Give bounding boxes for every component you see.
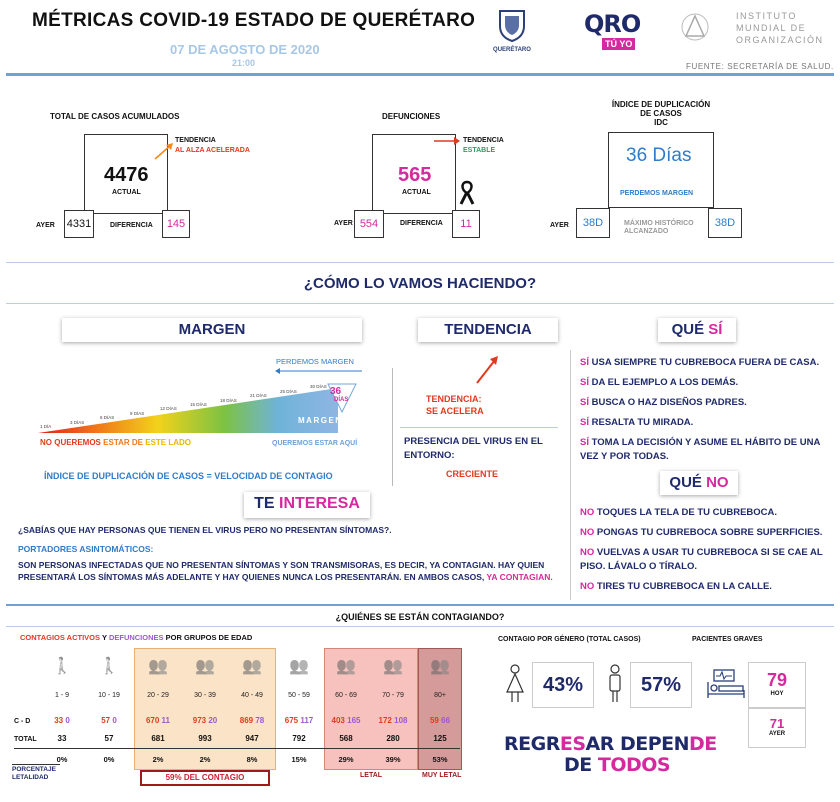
institute-line-1: INSTITUTO: [736, 11, 797, 21]
deaths-diff: 11: [452, 210, 480, 238]
logo1-text: QUERÉTARO: [493, 47, 531, 53]
rule-text: RESALTA TU MIRADA.: [591, 417, 694, 428]
header-divider: [6, 73, 834, 76]
age-cases: 973: [192, 716, 207, 725]
slogan-1c: AR DEPEN: [585, 733, 690, 755]
not-here-3: ESTE LADO: [145, 438, 192, 447]
idc-definition: ÍNDICE DE DUPLICACIÓN DE CASOS = VELOCIDAD DE CONTAGIO: [44, 471, 333, 481]
deaths-trend-value: ESTABLE: [463, 147, 496, 154]
institute-line-2: MUNDIAL DE: [736, 23, 807, 33]
gender-title: CONTAGIO POR GÉNERO (TOTAL CASOS): [498, 636, 641, 643]
slogan: [504, 734, 717, 776]
source-note: FUENTE: SECRETARÍA DE SALUD.: [686, 62, 834, 71]
idc-max-label: [624, 220, 694, 236]
person-icon: 👥: [242, 658, 262, 675]
deaths-diff-label: DIFERENCIA: [400, 220, 443, 227]
rule-item: [580, 506, 828, 520]
rule-keyword: SÍ: [580, 437, 592, 448]
divider-1: [6, 262, 834, 263]
person-icon: 👥: [148, 658, 168, 675]
age-deaths: 165: [344, 716, 361, 725]
institute-name: [736, 10, 824, 46]
grave-today-box: [748, 662, 806, 708]
cases-diff: 145: [162, 210, 190, 238]
deaths-value-label: ACTUAL: [402, 189, 431, 196]
contagio-box: 59% DEL CONTAGIO: [140, 770, 270, 786]
margen-header: MARGEN: [62, 318, 362, 342]
rule-text: USA SIEMPRE TU CUBREBOCA FUERA DE CASA.: [591, 357, 820, 368]
scale-label: 1 DÍA: [40, 424, 52, 429]
age-label: 20 - 29: [147, 692, 169, 699]
idc-status: PERDEMOS MARGEN: [620, 190, 694, 197]
interesa-a: TE: [254, 495, 275, 512]
letal-label: LETAL: [360, 772, 383, 779]
divider-2: [6, 303, 834, 304]
age-lethality: 2%: [199, 755, 211, 764]
age-cases-deaths: [230, 716, 274, 725]
age-cases-deaths: [183, 716, 227, 725]
que-si-b: SÍ: [708, 321, 723, 338]
scale-label: 21 DÍAS: [250, 393, 267, 399]
days-unit: DÍAS: [334, 397, 349, 403]
age-cases-deaths: [87, 716, 131, 725]
cases-value-label: ACTUAL: [112, 189, 141, 196]
slogan-2b: TODOS: [597, 754, 671, 776]
left-arrow-icon: [274, 367, 364, 375]
scale-label: 3 DÍAS: [70, 419, 85, 425]
age-lethality: 15%: [291, 755, 307, 764]
trend-stable-arrow-icon: [432, 136, 462, 146]
age-cases-deaths: [324, 716, 368, 725]
presence-text: [404, 435, 543, 463]
female-icon: [504, 664, 526, 704]
age-lethality: 39%: [385, 755, 401, 764]
rule-text: TIRES TU CUBREBOCA EN LA CALLE.: [596, 581, 772, 592]
pct-label-2: LETALIDAD: [12, 774, 49, 781]
que-si-header: [658, 318, 736, 342]
age-deaths: 0: [63, 716, 70, 725]
deaths-yesterday: 554: [354, 210, 384, 238]
age-total: 280: [386, 734, 400, 743]
age-label: 40 - 49: [241, 692, 263, 699]
grave-today-label: HOY: [770, 691, 784, 697]
age-deaths: 117: [298, 716, 314, 725]
scale-label: 15 DÍAS: [190, 402, 207, 407]
person-icon: 👥: [430, 658, 450, 675]
perdemos-label: PERDEMOS MARGEN: [276, 357, 354, 366]
age-label: 80+: [434, 692, 446, 699]
age-cases: 57: [101, 716, 111, 725]
divider-4: [6, 626, 834, 627]
cases-value: 4476: [104, 164, 149, 186]
cases-yesterday-label: AYER: [36, 222, 55, 229]
interest-body-text: SON PERSONAS INFECTADAS QUE NO PRESENTAN SÍNTOMAS Y SON TRANSMISORAS, ES DECIR, YA CONTAGIAN. HAY QUIEN PRESENTARÁ LOS SÍNTOMAS MÁS ADELANTE Y HAY QUIENES NUNCA LOS PRESENTARÁN. EN AMBOS CASOS,: [18, 560, 545, 582]
idc-yesterday: 38D: [576, 208, 610, 238]
rule-keyword: NO: [580, 527, 597, 538]
trend-accelerate-arrow-icon: [472, 352, 502, 386]
who-sub-b: DEFUNCIONES: [108, 633, 164, 642]
rule-item: [580, 396, 828, 410]
person-icon: 🚶: [52, 658, 72, 675]
rule-item: [580, 356, 828, 370]
institute-line-3: ORGANIZACIÓN: [736, 35, 824, 45]
age-label: 30 - 39: [194, 692, 216, 699]
margen-word: MARGEN: [298, 416, 343, 425]
female-pct: 43%: [532, 662, 594, 708]
tendencia-line-1: TENDENCIA:: [426, 394, 482, 404]
idc-max-label-1: MÁXIMO HISTÓRICO: [624, 220, 694, 227]
rule-text: TOQUES LA TELA DE TU CUBREBOCA.: [596, 507, 778, 518]
age-cases: 403: [331, 716, 345, 725]
not-here-2: ESTAR DE: [103, 438, 143, 447]
no-list: [580, 506, 828, 600]
rule-keyword: NO: [580, 507, 597, 518]
idc-max: 38D: [708, 208, 742, 238]
person-icon: 👥: [383, 658, 403, 675]
who-title: ¿QUIÉNES SE ESTÁN CONTAGIANDO?: [335, 612, 505, 622]
deaths-value: 565: [398, 164, 432, 186]
grave-title: PACIENTES GRAVES: [692, 636, 763, 643]
slogan-1d: DE: [689, 733, 717, 755]
tendencia-text: [426, 393, 484, 417]
cases-title: TOTAL DE CASOS ACUMULADOS: [50, 112, 180, 121]
age-deaths: 20: [206, 716, 218, 725]
qro-logo: [584, 10, 648, 58]
deaths-trend-label: TENDENCIA: [463, 137, 504, 144]
age-cases: 33: [54, 716, 64, 725]
idc-value: 36 Días: [626, 145, 692, 166]
que-si-a: QUÉ: [671, 321, 705, 338]
who-sub-c: POR GRUPOS DE EDAD: [165, 633, 253, 642]
rule-keyword: NO: [580, 547, 597, 558]
scale-label: 30 DÍAS: [310, 384, 327, 390]
age-label: 60 - 69: [335, 692, 357, 699]
page-title: MÉTRICAS COVID-19 ESTADO DE QUERÉTARO: [32, 10, 476, 31]
age-label: 10 - 19: [98, 692, 120, 699]
male-icon: [604, 664, 626, 704]
presence-line-2: ENTORNO:: [404, 450, 455, 461]
report-time: 21:00: [232, 58, 256, 68]
rule-item: [580, 376, 828, 390]
age-label: 1 - 9: [54, 692, 69, 699]
age-deaths: 0: [110, 716, 117, 725]
scale-label: 6 DÍAS: [100, 415, 115, 421]
age-total: 33: [57, 734, 67, 743]
pct-label-1: PORCENTAJE: [12, 766, 56, 773]
rule-text: DA EL EJEMPLO A LOS DEMÁS.: [591, 377, 739, 388]
grave-today: 79: [766, 670, 788, 690]
age-cases: 675: [284, 716, 299, 725]
trend-up-arrow-icon: [152, 140, 176, 162]
who-sub-a: CONTAGIOS ACTIVOS: [20, 633, 101, 642]
slogan-line-1: [504, 734, 717, 755]
interesa-b: INTERESA: [279, 495, 360, 512]
cd-label: C - D: [14, 718, 31, 725]
person-icon: 👥: [336, 658, 356, 675]
scale-label: 18 DÍAS: [220, 397, 237, 403]
age-lethality: 29%: [338, 755, 354, 764]
age-cases-deaths: [136, 716, 180, 725]
grave-yesterday-label: AYER: [768, 731, 786, 737]
age-total: 792: [292, 734, 306, 743]
age-total: 568: [339, 734, 353, 743]
cases-trend-value: AL ALZA ACELERADA: [175, 147, 250, 154]
idc-title: [606, 100, 716, 127]
age-deaths: 66: [438, 716, 451, 725]
presence-line-1: PRESENCIA DEL VIRUS EN EL: [404, 436, 543, 447]
rule-keyword: SÍ: [580, 397, 592, 408]
report-date: 07 DE AGOSTO DE 2020: [170, 42, 320, 57]
age-cases-deaths: [277, 716, 321, 725]
male-pct: 57%: [630, 662, 692, 708]
rule-item: [580, 526, 828, 540]
age-deaths: 78: [253, 716, 265, 725]
slogan-line-2: [504, 755, 717, 776]
rule-item: [580, 436, 828, 464]
cases-yesterday: 4331: [64, 210, 94, 238]
age-lethality: 8%: [246, 755, 258, 764]
age-cases: 172: [378, 716, 392, 725]
age-total: 681: [151, 734, 165, 743]
interest-question: ¿SABÍAS QUE HAY PERSONAS QUE TIENEN EL VIRUS PERO NO PRESENTAN SÍNTOMAS?.: [18, 525, 392, 535]
person-icon: 👥: [289, 658, 309, 675]
mourning-ribbon-icon: [456, 180, 478, 206]
queretaro-logo: [490, 8, 534, 60]
age-label: 70 - 79: [382, 692, 404, 699]
interest-body: [18, 559, 558, 583]
interest-body-end: YA CONTAGIAN.: [486, 572, 553, 582]
tu-yo-badge: TÚ YO: [602, 38, 635, 50]
age-cases-deaths: [418, 716, 462, 725]
scale-label: 25 DÍAS: [280, 388, 297, 394]
person-icon: 👥: [195, 658, 215, 675]
tendencia-divider: [392, 368, 393, 486]
age-total: 947: [245, 734, 259, 743]
not-here-label: [40, 438, 191, 447]
age-lethality: 0%: [56, 755, 68, 764]
age-cases: 59: [429, 716, 439, 725]
age-cases: 869: [239, 716, 254, 725]
rule-text: TOMA LA DECISIÓN Y ASUME EL HÁBITO DE UNA VEZ Y POR TODAS.: [580, 437, 821, 462]
who-subtitle: [20, 633, 252, 642]
que-no-b: NO: [706, 474, 729, 491]
idc-title-2: DE CASOS: [640, 109, 682, 118]
que-no-a: QUÉ: [669, 474, 702, 491]
grave-yesterday-box: [748, 708, 806, 748]
who-sub-y: Y: [101, 633, 107, 642]
age-lethality: 2%: [152, 755, 164, 764]
interest-subtitle: PORTADORES ASINTOMÁTICOS:: [18, 544, 154, 554]
age-cases-deaths: [371, 716, 415, 725]
cases-trend-label: TENDENCIA: [175, 137, 216, 144]
want-here-label: QUEREMOS ESTAR AQUÍ: [272, 440, 358, 447]
age-total: 993: [198, 734, 212, 743]
rule-text: VUELVAS A USAR TU CUBREBOCA SI SE CAE AL PISO. LÁVALO O TÍRALO.: [580, 547, 823, 572]
rule-keyword: SÍ: [580, 377, 592, 388]
tendencia-rule: [400, 427, 558, 428]
interesa-header: [244, 492, 370, 518]
que-no-header: [660, 471, 738, 495]
rule-keyword: SÍ: [580, 357, 592, 368]
rule-keyword: NO: [580, 581, 597, 592]
age-cases-deaths: [40, 716, 84, 725]
age-deaths: 11: [159, 716, 171, 725]
coat-of-arms-icon: [497, 8, 527, 42]
idc-title-3: IDC: [654, 118, 668, 127]
yes-list: [580, 356, 828, 470]
age-lethality: 53%: [432, 755, 448, 764]
idc-max-label-2: ALCANZADO: [624, 228, 669, 235]
age-deaths: 108: [391, 716, 408, 725]
age-cases: 670: [145, 716, 160, 725]
rule-item: [580, 580, 828, 594]
how-title: ¿CÓMO LO VAMOS HACIENDO?: [303, 275, 537, 292]
muy-letal-label: MUY LETAL: [422, 772, 462, 779]
scale-label: 12 DÍAS: [160, 406, 177, 412]
tendencia-line-2: SE ACELERA: [426, 406, 484, 416]
grave-yesterday: 71: [769, 716, 785, 731]
not-here-1: NO QUEREMOS: [40, 438, 101, 447]
pct-rule: [12, 764, 60, 765]
deaths-title: DEFUNCIONES: [382, 112, 441, 121]
rule-text: PONGAS TU CUBREBOCA SOBRE SUPERFICIES.: [596, 527, 823, 538]
slogan-2a: DE: [564, 754, 598, 776]
idc-title-1: ÍNDICE DE DUPLICACIÓN: [611, 100, 711, 109]
age-lethality: 0%: [103, 755, 115, 764]
qro-logo-text: QRO: [584, 10, 641, 38]
rules-divider: [570, 350, 571, 600]
age-total: 57: [104, 734, 114, 743]
tendencia-header: TENDENCIA: [418, 318, 558, 342]
rule-text: BUSCA O HAZ DISEÑOS PADRES.: [591, 397, 747, 408]
pct-label: [12, 766, 56, 782]
divider-3: [6, 604, 834, 606]
slogan-1a: REGR: [504, 733, 560, 755]
presence-value: CRECIENTE: [446, 469, 499, 479]
rule-item: [580, 546, 828, 574]
cases-diff-label: DIFERENCIA: [110, 222, 153, 229]
rule-item: [580, 416, 828, 430]
rule-keyword: SÍ: [580, 417, 592, 428]
institute-logo-icon: [680, 12, 710, 46]
age-total: 125: [433, 734, 447, 743]
person-icon: 🚶: [99, 658, 119, 675]
scale-label: 9 DÍAS: [130, 410, 145, 416]
age-label: 50 - 59: [288, 692, 310, 699]
days-value: 36: [330, 386, 342, 397]
idc-yesterday-label: AYER: [550, 222, 569, 229]
hospital-bed-icon: [706, 668, 746, 700]
deaths-yesterday-label: AYER: [334, 220, 353, 227]
table-rule: [14, 748, 460, 749]
slogan-1b: ES: [559, 733, 586, 755]
total-label: TOTAL: [14, 736, 37, 743]
